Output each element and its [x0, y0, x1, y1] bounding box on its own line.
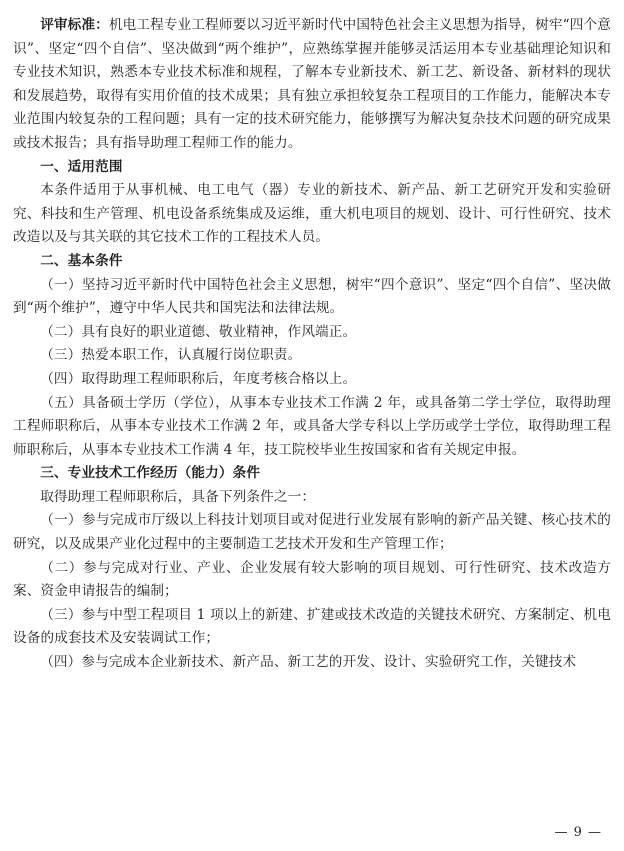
- basic-condition-item-5: （五）具备硕士学历（学位），从事本专业技术工作满 2 年，或具备第二学士学位，取得助理工程师职称后，从事本专业技术工作满 2 年，或具备大学专科以上学历或学士学位，取得助理工程师职称后，从事本专业技术工作满 4 年，技工院校毕业生按国家和省有关规定申报。: [13, 394, 611, 458]
- experience-intro: 取得助理工程师职称后，具备下列条件之一：: [40, 488, 316, 505]
- evaluation-criteria-paragraph: [13, 14, 611, 156]
- basic-condition-item-1: （一）坚持习近平新时代中国特色社会主义思想，树牢“四个意识”、坚定“四个自信”、坚决做到“两个维护”，遵守中华人民共和国宪法和法律法规。: [13, 276, 611, 317]
- evaluation-criteria-label: 评审标准：: [40, 17, 109, 33]
- basic-condition-item-4: （四）取得助理工程师职称后，年度考核合格以上。: [40, 370, 357, 387]
- section-basic-conditions-heading: 二、基本条件: [40, 252, 123, 269]
- experience-item-4: （四）参与完成本企业新技术、新产品、新工艺的开发、设计、实验研究工作，关键技术: [40, 654, 577, 671]
- experience-item-3: （三）参与中型工程项目 1 项以上的新建、扩建或技术改造的关键技术研究、方案制定、机电设备的成套技术及安装调试工作；: [13, 606, 611, 647]
- page-content: [13, 14, 611, 675]
- experience-item-2: （二）参与完成对行业、产业、企业发展有较大影响的项目规划、可行性研究、技术改造方案、资金申请报告的编制；: [13, 559, 611, 600]
- section-experience-heading: 三、专业技术工作经历（能力）条件: [40, 465, 261, 482]
- experience-item-1: （一）参与完成市厅级以上科技计划项目或对促进行业发展有影响的新产品关键、核心技术的研究，以及成果产业化过程中的主要制造工艺技术开发和生产管理工作；: [13, 512, 611, 553]
- evaluation-criteria-text: 机电工程专业工程师要以习近平新时代中国特色社会主义思想为指导，树牢“四个意识”、坚定“四个自信”、坚决做到“两个维护”，应熟练掌握并能够灵活运用本专业基础理论知识和专业技术知识，熟悉本专业技术标准和规程，了解本专业新技术、新工艺、新设备、新材料的现状和发展趋势，取得有实用价值的技术成果；具有独立承担较复杂工程项目的工作能力，能解决本专业范围内较复杂的工程问题；具有一定的技术研究能力，能够撰写为解决复杂技术问题的研究成果或技术报告；具有指导助理工程师工作的能力。: [13, 17, 612, 151]
- page-number: — 9 —: [554, 825, 602, 840]
- section-scope-paragraph: 本条件适用于从事机械、电工电气（器）专业的新技术、新产品、新工艺研究开发和实验研究、科技和生产管理、机电设备系统集成及运维，重大机电项目的规划、设计、可行性研究、技术改造以及与其关联的其它技术工作的工程技术人员。: [13, 182, 611, 246]
- basic-condition-item-2: （二）具有良好的职业道德、敬业精神，作风端正。: [40, 323, 357, 340]
- section-scope-heading: 一、适用范围: [40, 158, 123, 175]
- basic-condition-item-3: （三）热爱本职工作，认真履行岗位职责。: [40, 347, 302, 364]
